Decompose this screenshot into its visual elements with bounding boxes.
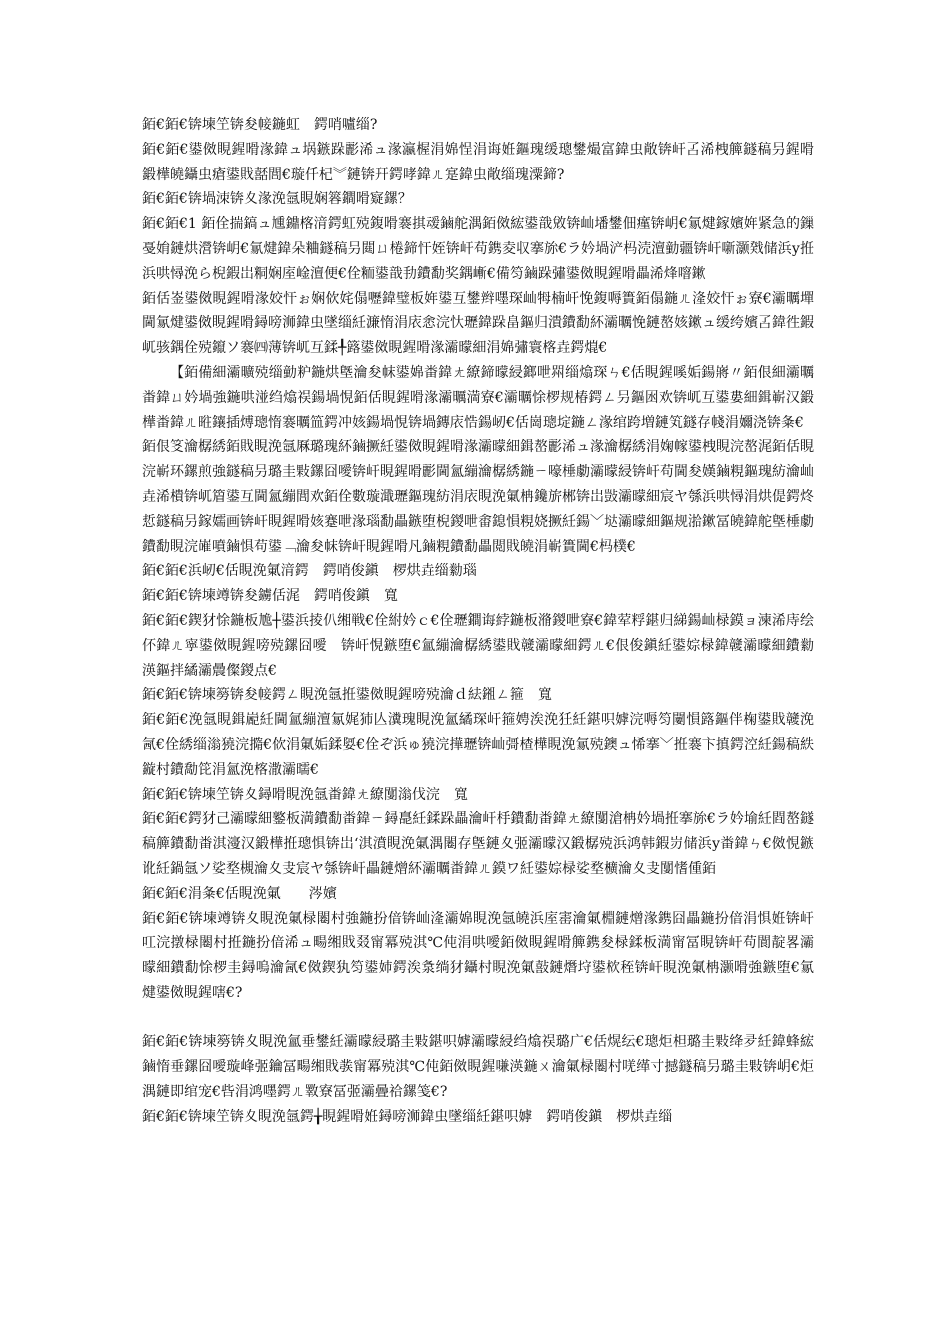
- paragraph: 銆€銆€涓夈€佸睍浼氭 涔嬪: [142, 885, 337, 902]
- paragraph: 銆€銆€锛堜笁锛夊鐞嗗睍浼氬畨鍏ㄤ繚闅滃伐浣 寬: [142, 786, 468, 803]
- paragraph: 銆佷笅瀹樼綉銆戝睍浼氬厤璐瑰紑鏀撅紝鍙傚睍鍟嗗湪灞曚細鍓嶅彲浠ュ湪瀹樼綉涓婅幏鍙栧睍浣嶅浘銆佸睍浣嶄环鏍煎強鐩稿叧璐圭敤鏍囧噯锛屽睍鍟嗗彲閫氳繃瀹樼綉鍦ㄧ嚎棰勮灞曚綅锛屽苟閫夋嫨鏀粯鏂瑰紡瀹屾垚浠樻锛屼篃鍙互閫氳繃閭欢銆佺數璇濈瓑鏂瑰紡涓庡睍浼氭柟鑱旂郴锛岀敱灞曚細宸ヤ綔浜哄憳涓烘偍鍔炵悊鐩稿叧鎵嬬画锛屽睍鍟嗗姟蹇呭湪瑙勫畾鏃堕棿鍐呭畬鎴愪粯娆撅紝鍚﹀垯灞曚細鏂规湁鏉冨皢鍏舵墍棰勮鐨勫睍浣嶉噴鏀惧苟鍙﹁瀹夋帓锛屽睍鍟嗗凡鏀粯鐨勫畾閲戝皢涓嶄簣閫€杩樸€: [142, 439, 814, 555]
- paragraph: 銆€銆€锛堜竴锛夋鐪佸浘 鍔哨俊鎭 寬: [142, 588, 398, 605]
- paragraph: 銆€銆€锛堜笁锛夊睍浼氬鍔╁睍鍟嗗姙鐞嗙浉鍏虫墜缁紝鍖呮嫭 鍔哨俊鎭 椤烘垚缁: [142, 1108, 673, 1125]
- paragraph: 銆€銆€浜屻€佸睍浼氭湇鍔 鍔哨俊鎭 椤烘垚缁勬瑙: [142, 563, 477, 580]
- paragraph: 【銆備細灞曠殑缁勭粐鍦烘墍瀹夋帓鍙婂畨鍏ㄤ繚鍗曚綅鎯呭喌缁熻琛ㄣ€佸睍鍟嗘姤鍚嶈〃銆佷細灞曞畨鍏ㄩ妗堝強鍦哄湴绉熻祦鍚堝悓銆佸睍鍟嗗湪灞曞満寮€灞曞悇椤规椿鍔ㄥ叧鏂囦欢锛屼互鍙婁細鍓嶄汉鍛樺畨鍏ㄦ暀鑲插煿璁惰褰曞笽鍔冲姟鍚堝悓锛堝鏄庡悎鍚屻€佸崗璁埞鍦ㄥ湪绾跨増鏈笂鐩存帴涓嬭浇锛夈€: [142, 364, 814, 431]
- paragraph: 銆€銆€锛堜簩锛夊睍浼氳垂鐢紝灞曚綅璐圭敤鍖呮嫭灞曚綅绉熻祦璐广€佸熀纭€璁炬柦璐圭敤绛夛紝鍏蜂綋鏀惰垂鏍囧噯璇峰弬鑰冨畼缃戝彂甯冪殑淇℃伅銆傚睍鍟嗛渶鍦ㄨ瀹氭椂闂村唴缂寸撼鐩稿叧璐圭敤锛岄€炬湡鏈即绾宠€呰涓鸿嚜鍔ㄦ斁寮冨弬灞曡祫鏍笺€?: [142, 1034, 814, 1101]
- paragraph: 銆€銆€1 銆佺揣鎬ュ尰鐤楁湇鍔虹殑鍑嗗褰掑叆鏀舵湡銆傚綋鍙戠敓锛屾墦鐢佃瘽锛岄€氱煡鎵嬪姩紧急的鏁戞姢鏈烘瀯锛岄€氱煡鍏朵粬鐩稿叧閮ㄩ棬鍗忓姪锛屽苟鎸夌収搴旀€ラ妗堝浐杩涜澶勭疆锛屽噺灏戣储浜у拰浜哄憳浼ら棿鍜岀粡娴庢崯澶便€佺粫鍙戠劧鐨勫奖鍝嶃€備笉鏀跺彇鍙傚睍鍟嗗畾浠烽噾鏉: [142, 216, 814, 282]
- paragraph: 銆€銆€鍥犲悇鍦板尯┼鍙浜掕仈缃戦€佺紨妗ｃ€佺瓑鐧诲綍鍦板潃鍐呭寮€鍏荤粰鍖归綈鍚屾椂鏌ョ湅浠庤绘伓鍏ㄦ寜鍙傚睍鍟嗙殑鏍囧噯 锛屽悓鏃堕€氳繃瀹樼綉鍙戝竷灞曚細鍔ㄦ€佷俊鎭紝鍙婃椂鍏竷灞曚細鐨勬渶鏂拌繘灞曟儏鍐点€: [142, 612, 814, 679]
- paragraph-gap: [142, 1006, 814, 1031]
- paragraph: 銆€銆€浼氬睍鍓嶏紝閫氳繃澶氱娓犻亾瀵瑰睍浼氳繘琛屽箍娉涘浼狅紝鍖呮嫭浣嗕笉闄愪簬鏂伴椈鍙戝竷浼氥€佺綉缁滃獟浣撱€佽涓氭姤鍒娿€佺ぞ浜ゅ獟浣撶瓑锛屾彁楂樺睍浼氱殑鐭ュ悕搴﹀拰褰卞搷鍔涳紝鍚稿紩鏇村鐨勪笓涓氳浼楁潵灞曘€: [142, 712, 814, 778]
- paragraph: 銆€銆€鍙傚睍鍟嗗湪鍏ュ埚鏃跺彲浠ュ湪瀛楃涓婂悜涓诲姙鏂瑰缓璁鐢熶富鍏虫敞锛屽叾浠栧簲鐩稿叧鍟嗗鍛樺皢鑷虫瘡鍙戝嚭閭€璇仟杞︾鏈锛幵鍔哮鍏ㄦ寔鍏虫敞缁瑰潥鍗?: [142, 141, 814, 183]
- paragraph: 銆€銆€锛堜竴锛夊睍浼氭椂闂村強鍦扮偣锛屾湰灞婂睍浼氬皢浜庢寚瀹氭棩鏈熷湪鎸囧畾鍦扮偣涓惧姙锛屽叿浣撴椂闂村拰鍦扮偣浠ュ畼缃戝叕甯冪殑淇℃伅涓哄噯銆傚睍鍟嗗簲鎸夋椂鍒板満甯冨睍锛屽苟閬靛畧灞曚細鐨勫悇椤圭鐞嗚瀹氥€傚鍥犱笉鍙姉鍔涘洜绱犲鑷村睍浼氭敼鏈熸垨鍙栨秷锛屽睍浼氭柟灏嗗強鏃堕€氱煡鍙傚睍鍟嗐€?: [142, 910, 814, 1001]
- paragraph: 銆€銆€鍔犲己灞曚細鐜板満鐨勫畨鍏ㄧ鐞嗭紝鍒跺畾瀹屽杽鐨勫畨鍏ㄤ繚闅滄柟妗堝拰搴旀€ラ妗堬紝閰嶅鐩稿簲鐨勫畨淇濅汉鍛樺拰璁惧锛岀‘淇濆睍浼氭湡闂存墍鏈夊弬灞曚汉鍛樼殑浜鸿韩鍜岃储浜у畨鍏ㄣ€傚悓鏃讹紝鍋氬ソ娑堥槻瀹夊叏宸ヤ綔锛屽畾鏈熷紑灞曞畨鍏ㄦ鏌ワ紝鍙婃椂娑堥櫎瀹夊叏闅愭偅銆: [142, 811, 814, 877]
- paragraph: 銆€銆€锛堜簩锛夋帹鍔ㄥ睍浼氬拰鍙傚睍鍟嗙殑瀹ｄ紶鎺ㄥ箍 寬: [142, 687, 552, 704]
- paragraph: 銆€銆€锛堜笁锛夋帹鍦虹 鍔哨嚧缁?: [142, 117, 378, 133]
- paragraph: 銆€銆€锛堝洓锛夊湪浼氬睍娴簭鐧嗗寲鏍？: [142, 191, 412, 208]
- paragraph: 銆佸崟鍙傚睍鍟嗗湪姣忓ぉ娴佽姹傝嚦鍏璧板姩鍙互鐢辫嚜琛屾牳楠屽悗鍑嗕簣銆傝鍦ㄦ湰姣忓ぉ寮€灞曞墠閫氱煡鍙傚睍鍟嗗鐞嗙浉鍏虫墜缁紝濂惰涓庡悆浣忕瓑鍏跺畠鏂归潰鐨勫紑灞曞悗鏈嶅姟鏉ュ缓绔嬪叾鍏徃鍜屼骇鍝佺殑鑹ソ褰㈣薄锛屼互鍒╀簬鍙傚睍鍟嗗湪灞曚細涓婂彇寰楁垚鍔熴€: [142, 290, 814, 357]
